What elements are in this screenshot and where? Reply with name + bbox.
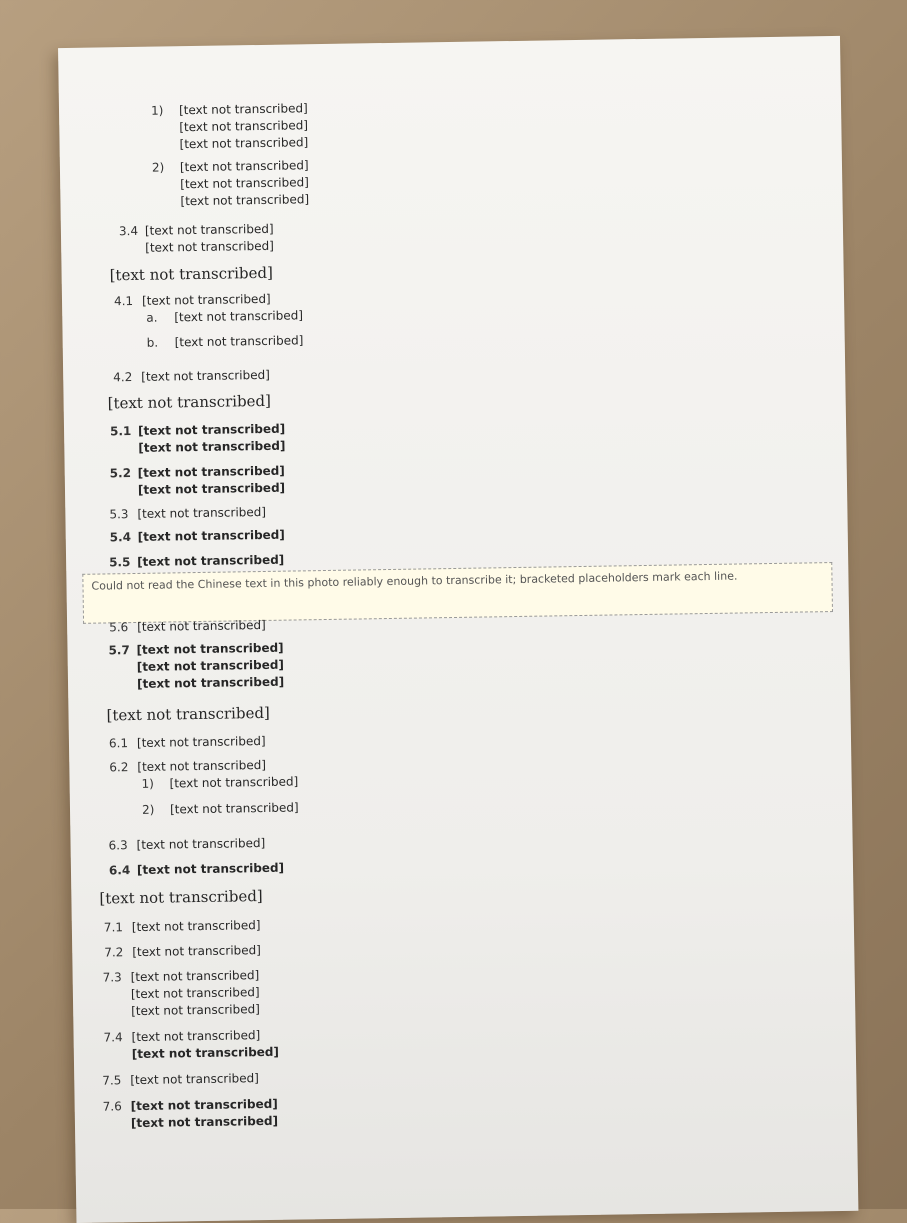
placeholder-line: [text not transcribed] bbox=[145, 238, 274, 255]
item-number: 2) bbox=[151, 160, 165, 175]
clause-number: 5.6 bbox=[109, 620, 129, 635]
clause-number: 6.1 bbox=[108, 736, 129, 751]
clause-number: 6.3 bbox=[108, 838, 128, 853]
placeholder-line: [text not transcribed] bbox=[137, 463, 285, 480]
clause-number: 7.3 bbox=[102, 970, 122, 985]
placeholder-line: [text not transcribed] bbox=[137, 527, 285, 544]
placeholder-line: [text not transcribed] bbox=[137, 480, 286, 497]
clause-number: 3.4 bbox=[118, 223, 139, 239]
item-number: b. bbox=[146, 335, 159, 350]
placeholder-line: [text not transcribed] bbox=[131, 1044, 280, 1062]
placeholder-line: [text not transcribed] bbox=[130, 968, 260, 985]
placeholder-line: [text not transcribed] bbox=[144, 221, 274, 238]
clause-number: 5.4 bbox=[109, 530, 132, 545]
placeholder-line: [text not transcribed] bbox=[169, 800, 299, 817]
placeholder-line: [text not transcribed] bbox=[137, 504, 267, 521]
placeholder-line: [text not transcribed] bbox=[138, 438, 286, 455]
placeholder-line: [text not transcribed] bbox=[179, 158, 309, 175]
section-heading: [text not transcribed] bbox=[99, 887, 263, 908]
placeholder-line: [text not transcribed] bbox=[136, 657, 284, 674]
clause-number: 7.2 bbox=[104, 945, 124, 960]
contract-page bbox=[58, 36, 858, 1223]
clause-number: 5.2 bbox=[109, 466, 132, 481]
placeholder-line: [text not transcribed] bbox=[130, 1096, 278, 1114]
placeholder-line: [text not transcribed] bbox=[179, 118, 309, 135]
placeholder-line: [text not transcribed] bbox=[136, 640, 284, 657]
placeholder-line: [text not transcribed] bbox=[174, 333, 304, 350]
section-heading: [text not transcribed] bbox=[109, 263, 274, 285]
placeholder-line: [text not transcribed] bbox=[132, 943, 262, 960]
placeholder-line: [text not transcribed] bbox=[169, 774, 299, 791]
clause-number: 5.7 bbox=[108, 643, 130, 658]
clause-number: 5.1 bbox=[109, 424, 132, 439]
placeholder-line: [text not transcribed] bbox=[131, 1002, 260, 1019]
placeholder-line: [text not transcribed] bbox=[131, 918, 261, 935]
placeholder-line: [text not transcribed] bbox=[137, 757, 267, 774]
item-number: 1) bbox=[150, 103, 164, 118]
clause-number: 6.4 bbox=[108, 863, 131, 878]
clause-number: 7.1 bbox=[103, 920, 124, 935]
clause-number: 5.5 bbox=[109, 555, 131, 570]
placeholder-line: [text not transcribed] bbox=[136, 733, 266, 750]
placeholder-line: [text not transcribed] bbox=[131, 1028, 261, 1045]
placeholder-line: [text not transcribed] bbox=[136, 860, 285, 878]
item-number: a. bbox=[146, 310, 158, 325]
placeholder-line: [text not transcribed] bbox=[180, 175, 309, 192]
placeholder-line: [text not transcribed] bbox=[137, 617, 266, 634]
clause-number: 4.1 bbox=[113, 293, 134, 309]
clause-number: 4.2 bbox=[113, 370, 133, 385]
section-heading: [text not transcribed] bbox=[107, 391, 272, 413]
clause-number: 7.4 bbox=[103, 1030, 123, 1045]
placeholder-line: [text not transcribed] bbox=[130, 1113, 279, 1131]
placeholder-line: [text not transcribed] bbox=[178, 101, 308, 118]
placeholder-line: [text not transcribed] bbox=[136, 674, 285, 691]
clause-number: 6.2 bbox=[109, 760, 129, 775]
item-number: 2) bbox=[141, 802, 155, 817]
placeholder-line: [text not transcribed] bbox=[130, 1071, 260, 1088]
placeholder-line: [text not transcribed] bbox=[136, 835, 266, 853]
clause-number: 5.3 bbox=[109, 507, 129, 522]
item-number: 1) bbox=[141, 776, 155, 791]
placeholder-line: [text not transcribed] bbox=[137, 421, 286, 438]
section-heading: [text not transcribed] bbox=[106, 703, 270, 725]
placeholder-line: [text not transcribed] bbox=[141, 367, 270, 384]
clause-number: 7.6 bbox=[102, 1099, 122, 1114]
placeholder-line: [text not transcribed] bbox=[141, 291, 271, 308]
placeholder-line: [text not transcribed] bbox=[130, 985, 260, 1002]
clause-number: 7.5 bbox=[102, 1073, 122, 1088]
placeholder-line: [text not transcribed] bbox=[137, 552, 285, 569]
placeholder-line: [text not transcribed] bbox=[179, 135, 309, 152]
placeholder-line: [text not transcribed] bbox=[180, 192, 310, 209]
transcription-note: Could not read the Chinese text in this photo reliably enough to transcribe it; bracketed placeholders mark each line. bbox=[82, 562, 833, 624]
placeholder-line: [text not transcribed] bbox=[174, 308, 304, 325]
